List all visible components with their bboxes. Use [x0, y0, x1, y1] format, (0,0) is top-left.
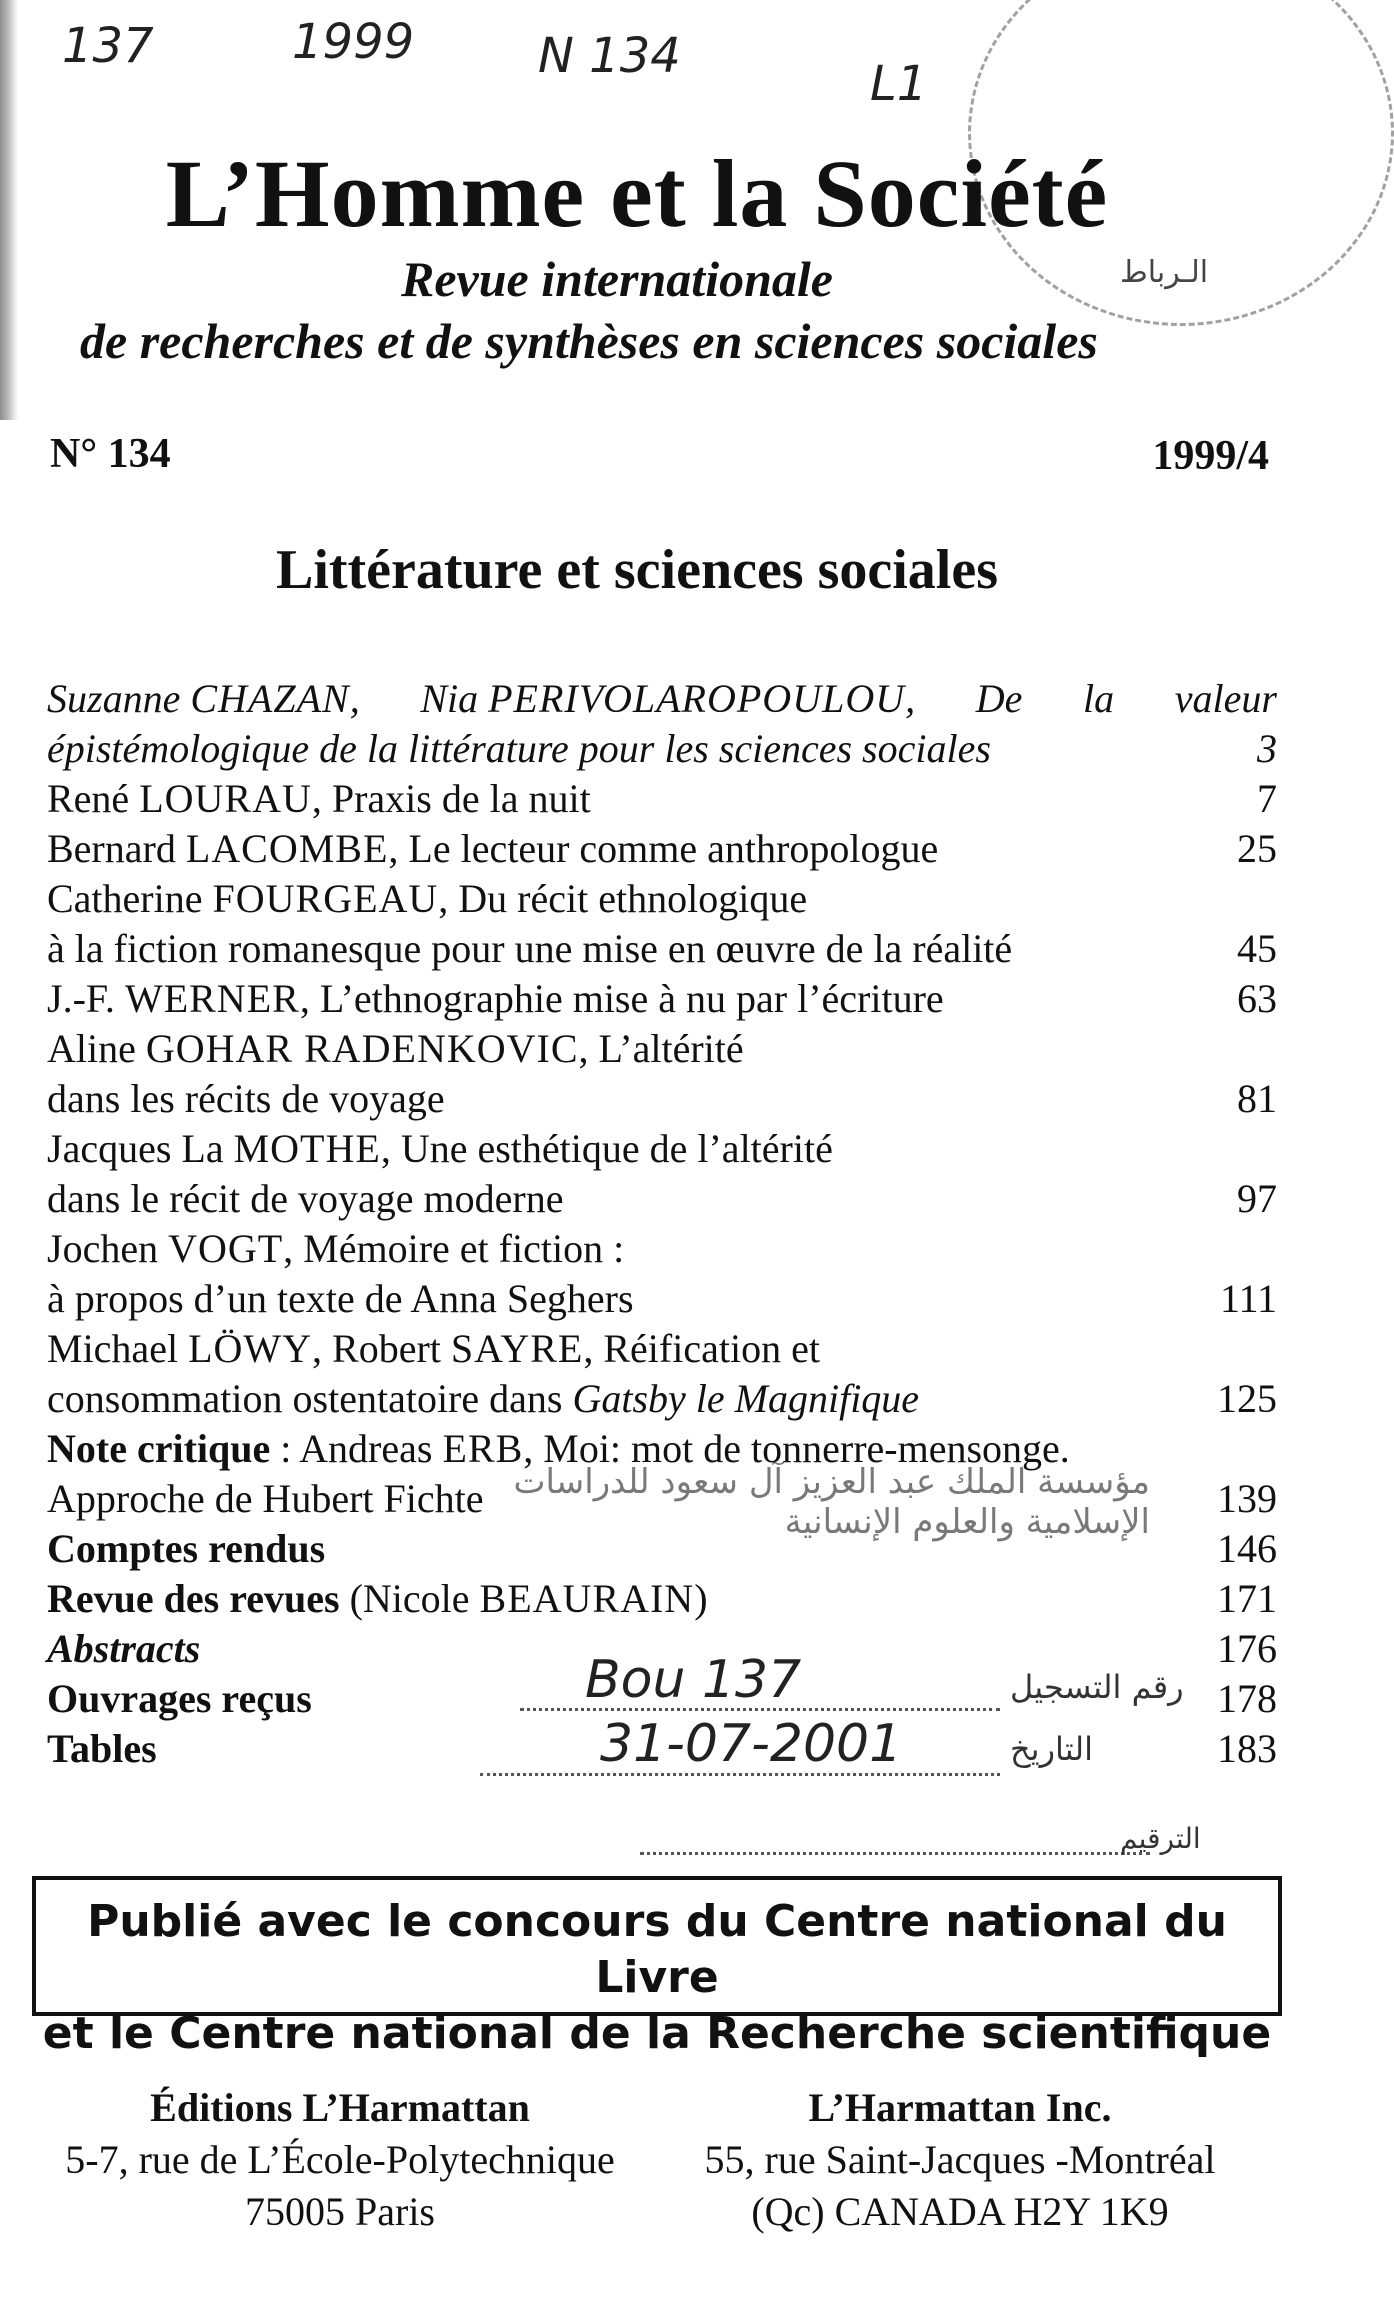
reg-number-handwritten: Bou 137: [585, 1650, 802, 1710]
toc-entry: Tables 183: [47, 1724, 1277, 1774]
toc-entry: Note critique : Andreas ERB, Moi: mot de tonnerre-mensonge.: [47, 1426, 1070, 1471]
toc-entry: Jacques La MOTHE, Une esthétique de l’altérité: [47, 1126, 833, 1171]
issue-year: 1999/4: [1152, 433, 1269, 479]
issue-number: N° 134: [50, 431, 171, 477]
issue-theme: Littérature et sciences sociales: [275, 539, 999, 601]
journal-subtitle-2: de recherches et de synthèses en sciences sociales: [80, 313, 1098, 369]
toc-entry: Jochen VOGT, Mémoire et fiction :: [47, 1226, 625, 1271]
toc-entry: Comptes rendus 146: [47, 1524, 1277, 1574]
page-number: 183: [1217, 1726, 1277, 1771]
reg-number-label: رقم التسجيل: [1010, 1668, 1184, 1706]
toc-entry: dans le récit de voyage moderne 97: [47, 1174, 1277, 1224]
class-label: الترقيم: [1120, 1822, 1201, 1855]
handwritten-mark: L1: [870, 56, 928, 112]
page-number: 81: [1237, 1076, 1277, 1121]
handwritten-number-1: 137: [62, 18, 154, 74]
toc-entry: Ouvrages reçus 178: [47, 1674, 1277, 1724]
page-number: 176: [1217, 1626, 1277, 1671]
support-notice: Publié avec le concours du Centre national du Livre et le Centre national de la Recherche scientifique: [32, 1876, 1282, 2016]
stamp-institution: مؤسسة الملك عبد العزيز آل سعود للدراسات الإسلامية والعلوم الإنسانية: [513, 1462, 1150, 1542]
toc-entry: Abstracts 176: [47, 1624, 1277, 1674]
toc-entry: épistémologique de la littérature pour les sciences sociales 3: [47, 724, 1277, 774]
toc-entry: à la fiction romanesque pour une mise en œuvre de la réalité 45: [47, 924, 1277, 974]
toc-entry: consommation ostentatoire dans Gatsby le Magnifique 125: [47, 1374, 1277, 1424]
date-label: التاريخ: [1010, 1730, 1094, 1768]
date-handwritten: 31-07-2001: [600, 1714, 903, 1774]
page-number: 25: [1237, 826, 1277, 871]
page-number: 97: [1237, 1176, 1277, 1221]
page-number: 7: [1257, 776, 1277, 821]
publisher-paris: Éditions L’Harmattan 5-7, rue de L’École-Polytechnique 75005 Paris: [65, 2085, 615, 2234]
toc-entry: Catherine FOURGEAU, Du récit ethnologique: [47, 876, 808, 921]
page-number: 146: [1217, 1526, 1277, 1571]
page-number: 63: [1237, 976, 1277, 1021]
journal-title: L’Homme et la Société: [165, 140, 1109, 247]
class-line: [640, 1852, 1150, 1855]
page-number: 45: [1237, 926, 1277, 971]
page-number: 178: [1217, 1676, 1277, 1721]
page-number: 3: [1257, 726, 1277, 771]
toc-entry: dans les récits de voyage 81: [47, 1074, 1277, 1124]
journal-subtitle-1: Revue internationale: [401, 251, 833, 307]
toc-entry: Revue des revues (Nicole BEAURAIN) 171: [47, 1574, 1277, 1624]
toc-entry: René LOURAU, Praxis de la nuit 7: [47, 774, 1277, 824]
page-number: 125: [1217, 1376, 1277, 1421]
toc-entry: Michael LÖWY, Robert SAYRE, Réification et: [47, 1326, 820, 1371]
toc-entry: Suzanne CHAZAN, Nia PERIVOLAROPOULOU, De la valeur: [47, 676, 1277, 721]
toc-entry: J.-F. WERNER, L’ethnographie mise à nu par l’écriture 63: [47, 974, 1277, 1024]
library-stamp-text: الـرباط: [1120, 255, 1209, 290]
handwritten-year: 1999: [292, 14, 415, 70]
page-number: 111: [1219, 1276, 1277, 1321]
page-number: 171: [1217, 1576, 1277, 1621]
toc-entry: à propos d’un texte de Anna Seghers 111: [47, 1274, 1277, 1324]
toc-entry: Bernard LACOMBE, Le lecteur comme anthropologue 25: [47, 824, 1277, 874]
handwritten-issue: N 134: [538, 28, 681, 84]
page-number: 139: [1217, 1476, 1277, 1521]
publisher-montreal: L’Harmattan Inc. 55, rue Saint-Jacques -Montréal (Qc) CANADA H2Y 1K9: [704, 2085, 1216, 2234]
table-of-contents: [47, 674, 1277, 1774]
toc-entry: Aline GOHAR RADENKOVIC, L’altérité: [47, 1026, 744, 1071]
toc-entry: Approche de Hubert Fichte 139: [47, 1474, 1277, 1524]
